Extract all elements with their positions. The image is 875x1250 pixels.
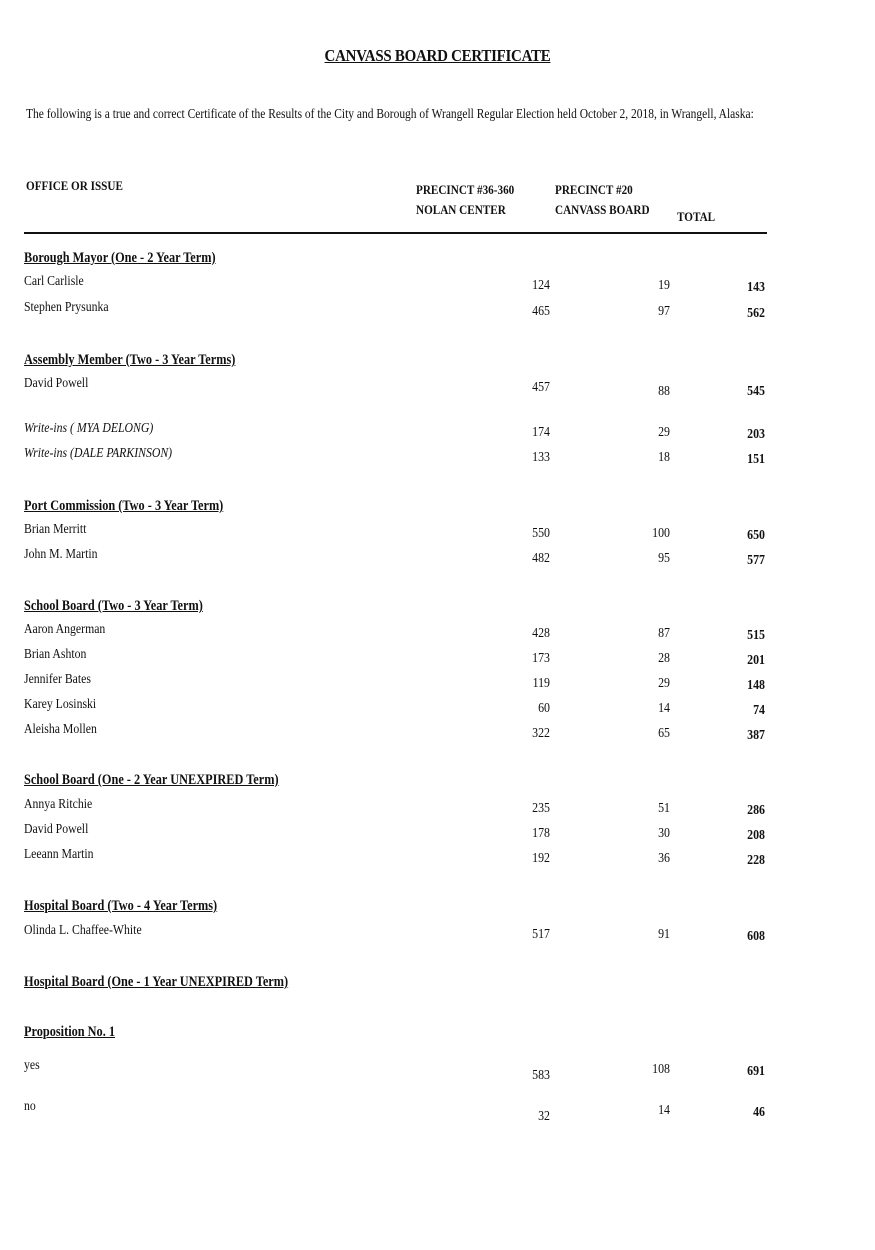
header-precinct-2-line2: CANVASS BOARD xyxy=(555,202,650,217)
row-total: 562 xyxy=(747,306,765,321)
row-name: Leeann Martin xyxy=(24,847,94,862)
table-row xyxy=(0,421,875,445)
row-precinct-2: 88 xyxy=(658,384,670,399)
section-title-school-board-3yr: School Board (Two - 3 Year Term) xyxy=(24,598,203,614)
header-precinct-1 xyxy=(416,180,514,220)
table-row xyxy=(0,847,875,871)
row-total: 650 xyxy=(747,528,765,543)
header-office: OFFICE OR ISSUE xyxy=(26,178,123,193)
row-name: Jennifer Bates xyxy=(24,672,91,687)
row-precinct-2: 51 xyxy=(658,801,670,816)
row-precinct-2: 14 xyxy=(658,701,670,716)
row-precinct-1: 119 xyxy=(532,676,550,691)
row-name: Karey Losinski xyxy=(24,697,97,712)
row-precinct-2: 19 xyxy=(658,278,670,293)
row-name: Write-ins (DALE PARKINSON) xyxy=(24,446,173,461)
row-precinct-1: 192 xyxy=(532,851,550,866)
row-total: 608 xyxy=(747,929,765,944)
row-name: Aaron Angerman xyxy=(24,622,106,637)
table-row xyxy=(0,672,875,696)
row-precinct-1: 465 xyxy=(532,304,550,319)
table-row xyxy=(0,1099,875,1123)
section-title-hospital-board-1yr: Hospital Board (One - 1 Year UNEXPIRED Term) xyxy=(24,974,289,990)
row-precinct-1: 32 xyxy=(538,1109,550,1124)
intro-text: The following is a true and correct Certificate of the Results of the City and Borough of Wrangell Regular Election held October 2, 2018, in Wrangell, Alaska: xyxy=(26,107,754,122)
row-precinct-1: 428 xyxy=(532,626,550,641)
row-precinct-1: 174 xyxy=(532,425,550,440)
table-row xyxy=(0,647,875,671)
row-precinct-1: 583 xyxy=(532,1068,550,1083)
row-total: 151 xyxy=(747,452,765,467)
row-total: 228 xyxy=(747,853,765,868)
row-precinct-1: 173 xyxy=(532,651,550,666)
document-title: CANVASS BOARD CERTIFICATE xyxy=(324,46,551,65)
table-row xyxy=(0,923,875,947)
table-row xyxy=(0,376,875,400)
header-total: TOTAL xyxy=(677,209,716,224)
row-precinct-2: 29 xyxy=(658,676,670,691)
row-precinct-2: 100 xyxy=(652,526,670,541)
row-name: Brian Merritt xyxy=(24,522,87,537)
row-total: 148 xyxy=(747,678,765,693)
table-row xyxy=(0,300,875,324)
row-precinct-2: 14 xyxy=(658,1103,670,1118)
row-precinct-2: 95 xyxy=(658,551,670,566)
section-title-proposition-1: Proposition No. 1 xyxy=(24,1024,116,1040)
row-precinct-2: 87 xyxy=(658,626,670,641)
row-precinct-2: 18 xyxy=(658,450,670,465)
row-name: Aleisha Mollen xyxy=(24,722,97,737)
row-precinct-1: 550 xyxy=(532,526,550,541)
row-total: 387 xyxy=(747,728,765,743)
row-total: 577 xyxy=(747,553,765,568)
row-precinct-1: 60 xyxy=(538,701,550,716)
row-name: Olinda L. Chaffee-White xyxy=(24,923,142,938)
table-row xyxy=(0,274,875,298)
table-row xyxy=(0,697,875,721)
row-total: 143 xyxy=(747,280,765,295)
row-name: yes xyxy=(24,1058,40,1073)
row-precinct-2: 97 xyxy=(658,304,670,319)
row-name: John M. Martin xyxy=(24,547,98,562)
section-title-hospital-board-4yr: Hospital Board (Two - 4 Year Terms) xyxy=(24,898,218,914)
row-total: 515 xyxy=(747,628,765,643)
table-row xyxy=(0,446,875,470)
row-precinct-2: 91 xyxy=(658,927,670,942)
section-title-school-board-2yr: School Board (One - 2 Year UNEXPIRED Term) xyxy=(24,772,279,788)
table-row xyxy=(0,722,875,746)
row-total: 203 xyxy=(747,427,765,442)
row-total: 286 xyxy=(747,803,765,818)
row-total: 545 xyxy=(747,384,765,399)
header-precinct-2 xyxy=(555,180,650,220)
row-name: Brian Ashton xyxy=(24,647,87,662)
header-rule xyxy=(24,232,767,234)
row-precinct-2: 28 xyxy=(658,651,670,666)
row-total: 74 xyxy=(753,703,765,718)
row-precinct-2: 108 xyxy=(652,1062,670,1077)
row-name: no xyxy=(24,1099,36,1114)
row-precinct-2: 65 xyxy=(658,726,670,741)
row-total: 46 xyxy=(753,1105,765,1120)
table-row xyxy=(0,822,875,846)
section-title-assembly: Assembly Member (Two - 3 Year Terms) xyxy=(24,352,236,368)
header-precinct-2-line1: PRECINCT #20 xyxy=(555,182,633,197)
row-name: Stephen Prysunka xyxy=(24,300,109,315)
row-precinct-1: 457 xyxy=(532,380,550,395)
row-precinct-2: 30 xyxy=(658,826,670,841)
section-title-port: Port Commission (Two - 3 Year Term) xyxy=(24,498,224,514)
row-precinct-1: 322 xyxy=(532,726,550,741)
row-precinct-2: 36 xyxy=(658,851,670,866)
row-name: Annya Ritchie xyxy=(24,797,93,812)
row-name: Write-ins ( MYA DELONG) xyxy=(24,421,154,436)
table-row xyxy=(0,522,875,546)
row-total: 691 xyxy=(747,1064,765,1079)
row-name: Carl Carlisle xyxy=(24,274,84,289)
table-row xyxy=(0,547,875,571)
row-precinct-2: 29 xyxy=(658,425,670,440)
row-name: David Powell xyxy=(24,376,89,391)
row-precinct-1: 133 xyxy=(532,450,550,465)
row-precinct-1: 517 xyxy=(532,927,550,942)
table-row xyxy=(0,1058,875,1082)
header-precinct-1-line2: NOLAN CENTER xyxy=(416,202,506,217)
row-precinct-1: 482 xyxy=(532,551,550,566)
section-title-mayor: Borough Mayor (One - 2 Year Term) xyxy=(24,250,216,266)
row-precinct-1: 235 xyxy=(532,801,550,816)
row-total: 201 xyxy=(747,653,765,668)
table-row xyxy=(0,622,875,646)
table-row xyxy=(0,797,875,821)
header-precinct-1-line1: PRECINCT #36-360 xyxy=(416,182,515,197)
row-precinct-1: 124 xyxy=(532,278,550,293)
row-name: David Powell xyxy=(24,822,89,837)
row-precinct-1: 178 xyxy=(532,826,550,841)
row-total: 208 xyxy=(747,828,765,843)
